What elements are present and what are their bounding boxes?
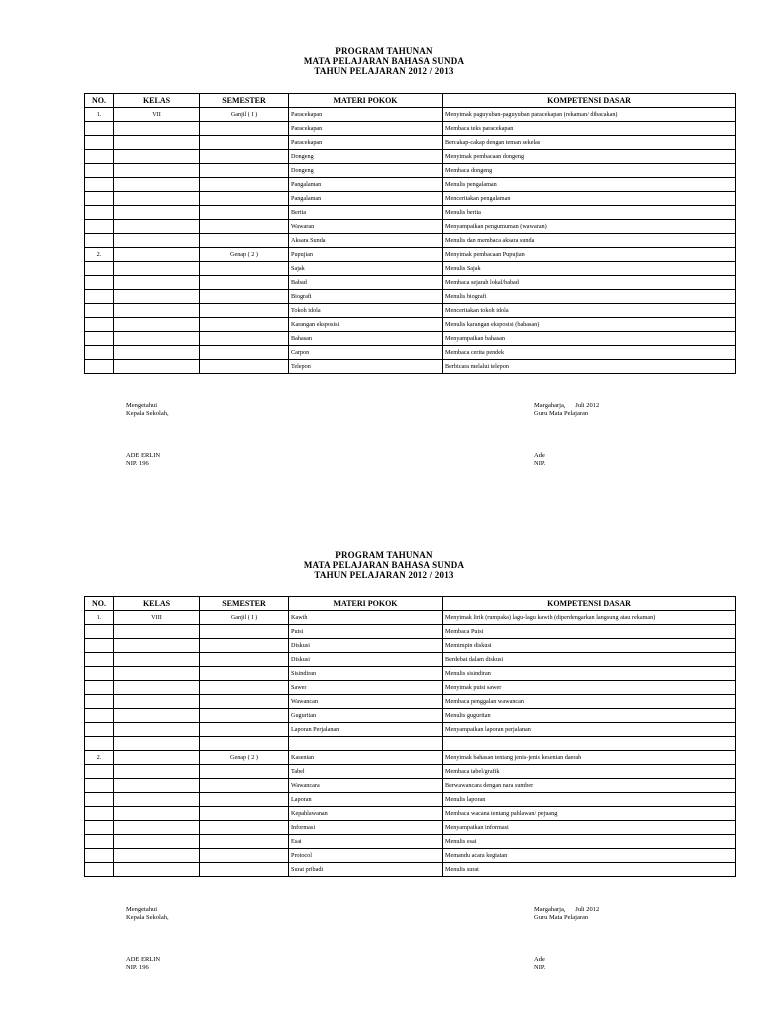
cell-no: 1. [85,108,114,122]
cell-materi: Babad [289,276,443,290]
cell-no [85,863,114,877]
cell-kelas [114,318,200,332]
cell-no [85,737,114,751]
table-row [85,793,736,807]
cell-semester [200,821,289,835]
cell-materi: Protocol [289,849,443,863]
sign-right-line: NIP. [534,460,546,467]
cell-materi: Diskusi [289,639,443,653]
cell-no [85,192,114,206]
cell-kompetensi: Memimpin diskusi [443,639,736,653]
cell-materi: Wawaran [289,220,443,234]
cell-kompetensi: Berbicara melalui telepon [443,360,736,374]
cell-semester [200,639,289,653]
table-row [85,723,736,737]
cell-materi: Esai [289,835,443,849]
cell-no [85,667,114,681]
cell-no: 1. [85,611,114,625]
section-1-title [0,46,768,76]
cell-materi: Wawancan [289,695,443,709]
title-line-1: PROGRAM TAHUNAN [335,550,433,560]
cell-materi: Laporan [289,793,443,807]
cell-semester [200,164,289,178]
cell-kompetensi: Menyampaikan pengumuman (wawaran) [443,220,736,234]
cell-no [85,332,114,346]
cell-no [85,276,114,290]
cell-kompetensi: Menulis biografi [443,290,736,304]
cell-materi: Informasi [289,821,443,835]
cell-semester [200,765,289,779]
cell-kelas [114,234,200,248]
cell-no [85,122,114,136]
cell-kompetensi: Membaca sejarah lokal/babad [443,276,736,290]
cell-no [85,765,114,779]
cell-kompetensi: Menyampaikan bahasan [443,332,736,346]
sign-right-line: Guru Mata Pelajaran [534,914,589,921]
cell-kompetensi: Berwawancara dengan nara sumber [443,779,736,793]
cell-semester [200,304,289,318]
cell-semester [200,276,289,290]
cell-materi: Paracekapan [289,108,443,122]
sign-right-line: Guru Mata Pelajaran [534,410,589,417]
cell-semester [200,863,289,877]
sign-right-line: NIP. [534,964,546,971]
cell-no [85,206,114,220]
cell-semester [200,332,289,346]
cell-kompetensi: Membaca teks paracekapan [443,122,736,136]
cell-kompetensi: Menyampaikan informasi [443,821,736,835]
table-row [85,290,736,304]
cell-semester [200,695,289,709]
cell-materi: Surat pribadi [289,863,443,877]
header-materi: MATERI POKOK [289,94,443,108]
table-row [85,695,736,709]
table-row [85,653,736,667]
cell-kompetensi: Membaca penggalan wawancan [443,695,736,709]
cell-kelas [114,192,200,206]
cell-kelas [114,332,200,346]
cell-semester: Genap ( 2 ) [200,248,289,262]
cell-kompetensi: Menyimak pembacaan dongeng [443,150,736,164]
cell-kompetensi: Menulis guguritan [443,709,736,723]
cell-semester [200,346,289,360]
cell-materi: Pangalaman [289,178,443,192]
cell-materi: Kasenian [289,751,443,765]
cell-semester [200,835,289,849]
cell-kelas [114,220,200,234]
cell-kelas: VII [114,108,200,122]
cell-materi: Paracekapan [289,136,443,150]
table-row [85,639,736,653]
table-row [85,332,736,346]
signature-left-1 [126,402,169,468]
cell-semester [200,192,289,206]
cell-kelas [114,751,200,765]
cell-kompetensi: Menyimak lirik (rumpaka) lagu-lagu kawih (diperdengarkan langsung atau rekaman) [443,611,736,625]
sign-left-line: Mengetahui [126,906,158,913]
cell-kelas [114,821,200,835]
cell-kelas [114,667,200,681]
table-row [85,276,736,290]
table-row [85,611,736,625]
cell-kompetensi: Menulis berita [443,206,736,220]
cell-no [85,304,114,318]
cell-materi: Bahasan [289,332,443,346]
cell-kompetensi: Membaca wacana tentang pahlawan/ pejuang [443,807,736,821]
cell-kompetensi: Membaca dongeng [443,164,736,178]
cell-materi: Sisindiran [289,667,443,681]
cell-semester [200,723,289,737]
cell-kompetensi: Menulis karangan eksposisi (bahasan) [443,318,736,332]
cell-materi: Biografi [289,290,443,304]
sign-left-line: Mengetahui [126,402,158,409]
cell-kelas [114,304,200,318]
table-row [85,220,736,234]
cell-kelas [114,206,200,220]
cell-no [85,346,114,360]
cell-kelas [114,863,200,877]
table-row [85,625,736,639]
cell-kelas [114,639,200,653]
cell-semester [200,206,289,220]
cell-no [85,178,114,192]
cell-no: 2. [85,248,114,262]
cell-kelas [114,136,200,150]
sign-right-line: Margaharja, Juli 2012 [534,906,600,913]
cell-semester [200,653,289,667]
header-materi: MATERI POKOK [289,597,443,611]
cell-materi: Tokoh idola [289,304,443,318]
cell-kelas [114,360,200,374]
header-no: NO. [85,94,114,108]
cell-no [85,695,114,709]
cell-semester [200,290,289,304]
program-table-1 [84,93,736,374]
cell-no [85,709,114,723]
title-line-2: MATA PELAJARAN BAHASA SUNDA [303,560,465,570]
cell-kelas [114,709,200,723]
cell-no: 2. [85,751,114,765]
cell-no [85,164,114,178]
cell-no [85,681,114,695]
cell-semester [200,178,289,192]
header-kelas: KELAS [114,94,200,108]
title-line-3: TAHUN PELAJARAN 2012 / 2013 [314,66,454,76]
sign-left-line: Kepala Sekolah, [126,914,169,921]
table-row [85,262,736,276]
cell-kompetensi [443,737,736,751]
cell-materi: Kepahlawanan [289,807,443,821]
program-table-2 [84,596,736,877]
table-row [85,164,736,178]
section-2-title [0,550,768,580]
cell-kompetensi: Menulis surat [443,863,736,877]
signature-right-1 [534,402,599,468]
cell-no [85,262,114,276]
cell-semester [200,737,289,751]
cell-materi: Pupujian [289,248,443,262]
cell-kompetensi: Menulis laporan [443,793,736,807]
table-row [85,709,736,723]
cell-semester: Ganjil ( I ) [200,108,289,122]
table-row [85,807,736,821]
cell-kompetensi: Menceritakan pengalaman [443,192,736,206]
cell-semester [200,681,289,695]
table-row [85,234,736,248]
cell-materi: Aksara Sunda [289,234,443,248]
cell-kelas [114,807,200,821]
cell-kelas [114,248,200,262]
signature-left-2 [126,906,169,972]
cell-no [85,849,114,863]
cell-no [85,653,114,667]
cell-semester [200,150,289,164]
cell-semester [200,220,289,234]
cell-no [85,779,114,793]
table-row [85,765,736,779]
signature-right-2 [534,906,599,972]
title-line-3: TAHUN PELAJARAN 2012 / 2013 [314,570,454,580]
table-row [85,206,736,220]
cell-no [85,821,114,835]
table-row [85,737,736,751]
cell-kompetensi: Menulis esai [443,835,736,849]
cell-kelas [114,164,200,178]
cell-semester [200,318,289,332]
cell-kompetensi: Menulis pengalaman [443,178,736,192]
cell-semester [200,234,289,248]
cell-semester: Ganjil ( I ) [200,611,289,625]
cell-semester [200,793,289,807]
cell-materi: Karangan eksposisi [289,318,443,332]
cell-kelas [114,150,200,164]
cell-kelas [114,178,200,192]
cell-kelas [114,765,200,779]
table-row [85,751,736,765]
table-row [85,192,736,206]
table-row [85,304,736,318]
cell-semester [200,667,289,681]
table-row [85,835,736,849]
header-no: NO. [85,597,114,611]
table-row [85,849,736,863]
cell-materi: Dongeng [289,164,443,178]
cell-semester [200,709,289,723]
cell-kompetensi: Membaca Puisi [443,625,736,639]
cell-kompetensi: Membaca tabel/grafik [443,765,736,779]
table-header-row [85,597,736,611]
cell-semester [200,779,289,793]
cell-kompetensi: Menyimak pembacaan Pupujian [443,248,736,262]
table-row [85,667,736,681]
table-row [85,346,736,360]
cell-semester [200,360,289,374]
cell-materi: Puisi [289,625,443,639]
cell-materi: Paracekapan [289,122,443,136]
cell-kompetensi: Memandu acara kegiatan [443,849,736,863]
cell-no [85,234,114,248]
cell-no [85,318,114,332]
cell-kompetensi: Menyimak paguyuban-paguyuban paracekapan (rekaman/ dibacakan) [443,108,736,122]
cell-kelas [114,835,200,849]
cell-no [85,793,114,807]
table-row [85,779,736,793]
cell-kelas: VIII [114,611,200,625]
cell-kelas [114,290,200,304]
cell-materi: Carpon [289,346,443,360]
header-semester: SEMESTER [200,597,289,611]
cell-kompetensi: Menulis Sajak [443,262,736,276]
cell-no [85,150,114,164]
cell-kompetensi: Menceritakan tokoh idola [443,304,736,318]
cell-no [85,835,114,849]
table-row [85,248,736,262]
cell-no [85,290,114,304]
cell-no [85,360,114,374]
cell-kompetensi: Menulis dan membaca aksara sunda [443,234,736,248]
cell-kelas [114,625,200,639]
cell-no [85,639,114,653]
table-row [85,122,736,136]
cell-kelas [114,779,200,793]
cell-semester [200,136,289,150]
header-kompetensi: KOMPETENSI DASAR [443,597,736,611]
cell-no [85,625,114,639]
cell-materi: Telepon [289,360,443,374]
cell-materi: Berita [289,206,443,220]
cell-materi: Dongeng [289,150,443,164]
cell-materi: Tabel [289,765,443,779]
cell-kompetensi: Menulis sisindiran [443,667,736,681]
cell-semester [200,122,289,136]
cell-kompetensi: Menyampaikan laporan perjalanan [443,723,736,737]
cell-materi: Guguritan [289,709,443,723]
cell-materi: Kawih [289,611,443,625]
sign-left-line: ADE ERLIN [126,956,161,963]
sign-left-line: ADE ERLIN [126,452,161,459]
cell-kelas [114,695,200,709]
sign-left-line: NIP. 196 [126,460,149,467]
table-row [85,318,736,332]
title-line-2: MATA PELAJARAN BAHASA SUNDA [303,56,465,66]
cell-semester: Genap ( 2 ) [200,751,289,765]
table-row [85,821,736,835]
cell-no [85,220,114,234]
cell-materi: Laporan Perjalanan [289,723,443,737]
cell-kelas [114,793,200,807]
cell-kelas [114,681,200,695]
cell-no [85,723,114,737]
cell-semester [200,849,289,863]
cell-kelas [114,653,200,667]
cell-materi [289,737,443,751]
cell-no [85,807,114,821]
cell-kelas [114,346,200,360]
table-header-row [85,94,736,108]
cell-kompetensi: Bercakap-cakap dengan teman sekelas [443,136,736,150]
table-row [85,178,736,192]
sign-right-line: Ade [534,452,545,459]
cell-kompetensi: Menyimak puisi sawer [443,681,736,695]
cell-semester [200,625,289,639]
cell-materi: Wawancara [289,779,443,793]
cell-no [85,136,114,150]
cell-kelas [114,737,200,751]
title-line-1: PROGRAM TAHUNAN [335,46,433,56]
cell-semester [200,262,289,276]
cell-kompetensi: Membaca cerita pendek [443,346,736,360]
header-semester: SEMESTER [200,94,289,108]
table-row [85,360,736,374]
cell-kelas [114,122,200,136]
sign-right-line: Margaharja, Juli 2012 [534,402,600,409]
header-kompetensi: KOMPETENSI DASAR [443,94,736,108]
cell-kompetensi: Menyimak bahasan tentang jenis-jenis kesenian daerah [443,751,736,765]
cell-kelas [114,262,200,276]
cell-materi: Sajak [289,262,443,276]
sign-left-line: NIP. 196 [126,964,149,971]
cell-semester [200,807,289,821]
cell-kelas [114,276,200,290]
table-row [85,863,736,877]
cell-materi: Pangalaman [289,192,443,206]
table-row [85,136,736,150]
sign-right-line: Ade [534,956,545,963]
cell-kelas [114,849,200,863]
cell-kelas [114,723,200,737]
sign-left-line: Kepala Sekolah, [126,410,169,417]
cell-materi: Diskusi [289,653,443,667]
table-row [85,150,736,164]
cell-materi: Sawer [289,681,443,695]
table-row [85,681,736,695]
cell-kompetensi: Berdebat dalam diskusi [443,653,736,667]
header-kelas: KELAS [114,597,200,611]
table-row [85,108,736,122]
